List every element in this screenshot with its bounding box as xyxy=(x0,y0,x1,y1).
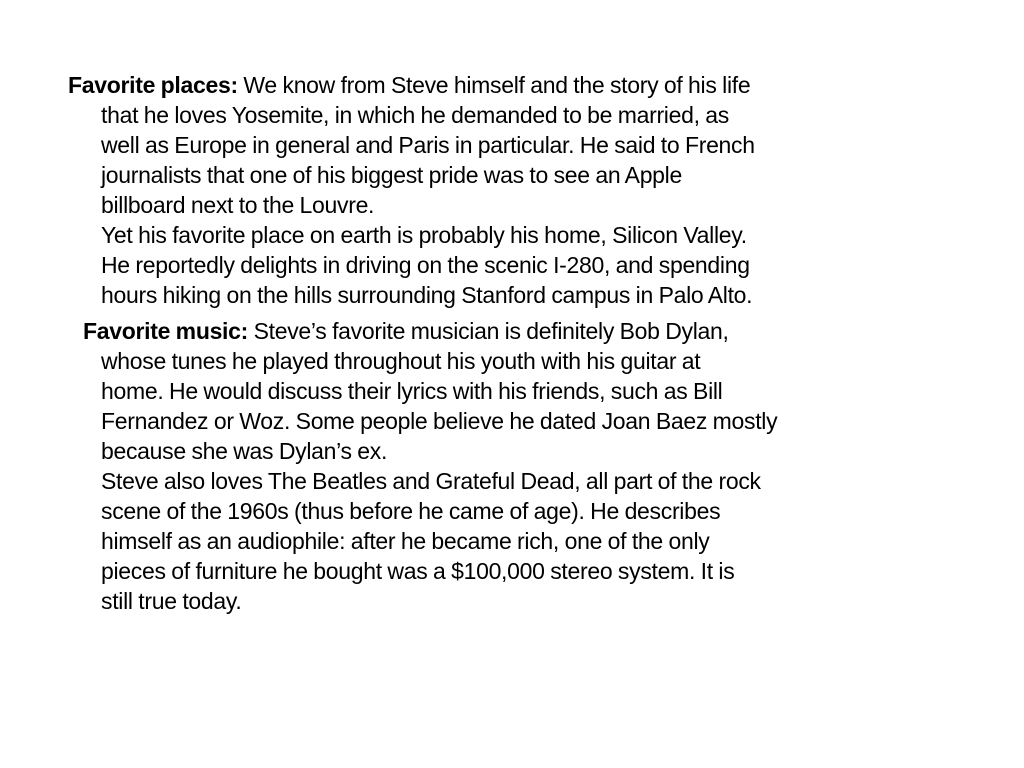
music-line-7: scene of the 1960s (thus before he came of age). He describes xyxy=(101,498,721,524)
favorite-music-paragraph xyxy=(83,316,777,616)
music-line-1 xyxy=(83,316,777,346)
places-line-4: journalists that one of his biggest pride was to see an Apple xyxy=(101,162,682,188)
places-text: We know from Steve himself and the story of his life xyxy=(237,72,751,98)
places-line-8: hours hiking on the hills surrounding Stanford campus in Palo Alto. xyxy=(101,282,753,308)
music-heading: Favorite music: xyxy=(83,318,248,344)
music-line-5: because she was Dylan’s ex. xyxy=(101,438,388,464)
places-line-3: well as Europe in general and Paris in particular. He said to French xyxy=(101,132,755,158)
music-line-10: still true today. xyxy=(101,588,242,614)
places-heading: Favorite places: xyxy=(68,72,238,98)
places-line-1 xyxy=(68,70,755,100)
places-line-7: He reportedly delights in driving on the scenic I-280, and spending xyxy=(101,252,750,278)
music-line-6: Steve also loves The Beatles and Grateful Dead, all part of the rock xyxy=(101,468,761,494)
places-line-5: billboard next to the Louvre. xyxy=(101,192,375,218)
music-line-8: himself as an audiophile: after he became rich, one of the only xyxy=(101,528,710,554)
music-line-3: home. He would discuss their lyrics with his friends, such as Bill xyxy=(101,378,723,404)
music-line-4: Fernandez or Woz. Some people believe he dated Joan Baez mostly xyxy=(101,408,778,434)
music-line-2: whose tunes he played throughout his youth with his guitar at xyxy=(101,348,701,374)
music-text: Steve’s favorite musician is definitely Bob Dylan, xyxy=(248,318,729,344)
places-line-2: that he loves Yosemite, in which he demanded to be married, as xyxy=(101,102,729,128)
favorite-places-paragraph xyxy=(68,70,755,310)
places-line-6: Yet his favorite place on earth is probably his home, Silicon Valley. xyxy=(101,222,747,248)
music-line-9: pieces of furniture he bought was a $100,000 stereo system. It is xyxy=(101,558,735,584)
